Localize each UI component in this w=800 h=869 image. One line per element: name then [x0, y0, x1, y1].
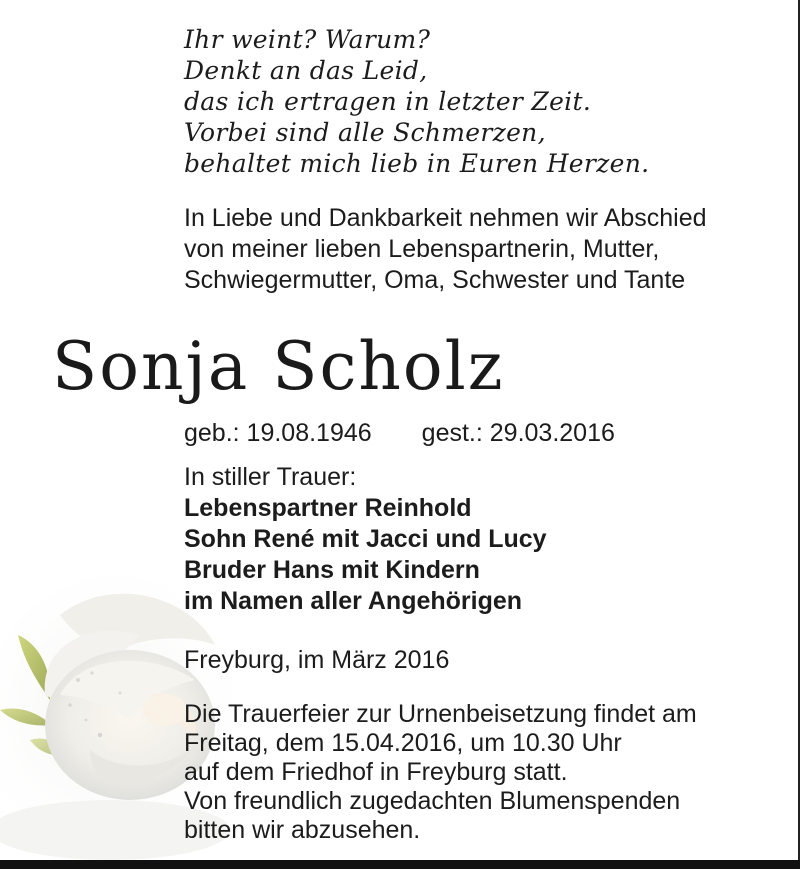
funeral-line: Freitag, dem 15.04.2016, um 10.30 Uhr	[184, 729, 622, 757]
place-and-date: Freyburg, im März 2016	[184, 646, 450, 674]
poem-line: Vorbei sind alle Schmerzen,	[184, 118, 546, 147]
poem-line: behaltet mich lieb in Euren Herzen.	[184, 149, 650, 178]
life-dates	[184, 417, 615, 449]
poem-line: das ich ertragen in letzter Zeit.	[184, 87, 592, 116]
farewell-line: Schwiegermutter, Oma, Schwester und Tante	[184, 266, 686, 294]
mourners-block	[184, 462, 547, 617]
mourners-heading: In stiller Trauer:	[184, 463, 357, 491]
farewell-line: von meiner lieben Lebenspartnerin, Mutter,	[184, 235, 660, 263]
poem	[184, 24, 649, 179]
mourner-name: Lebenspartner Reinhold	[184, 494, 472, 522]
funeral-line: bitten wir abzusehen.	[184, 816, 421, 844]
mourner-name: Sohn René mit Jacci und Lucy	[184, 525, 547, 553]
funeral-line: Die Trauerfeier zur Urnenbeisetzung findet am	[184, 700, 697, 728]
bottom-border	[0, 860, 800, 869]
funeral-info	[184, 700, 697, 845]
funeral-line: Von freundlich zugedachten Blumenspenden	[184, 787, 681, 815]
mourner-name: im Namen aller Angehörigen	[184, 587, 523, 615]
poem-line: Ihr weint? Warum?	[184, 25, 431, 54]
birth-date: geb.: 19.08.1946	[184, 419, 372, 447]
poem-line: Denkt an das Leid,	[184, 56, 428, 85]
farewell-line: In Liebe und Dankbarkeit nehmen wir Abschied	[184, 204, 707, 232]
deceased-name: Sonja Scholz	[52, 328, 505, 405]
mourner-name: Bruder Hans mit Kindern	[184, 556, 480, 584]
farewell-text	[184, 203, 707, 296]
funeral-line: auf dem Friedhof in Freyburg statt.	[184, 758, 568, 786]
death-date: gest.: 29.03.2016	[421, 419, 615, 447]
